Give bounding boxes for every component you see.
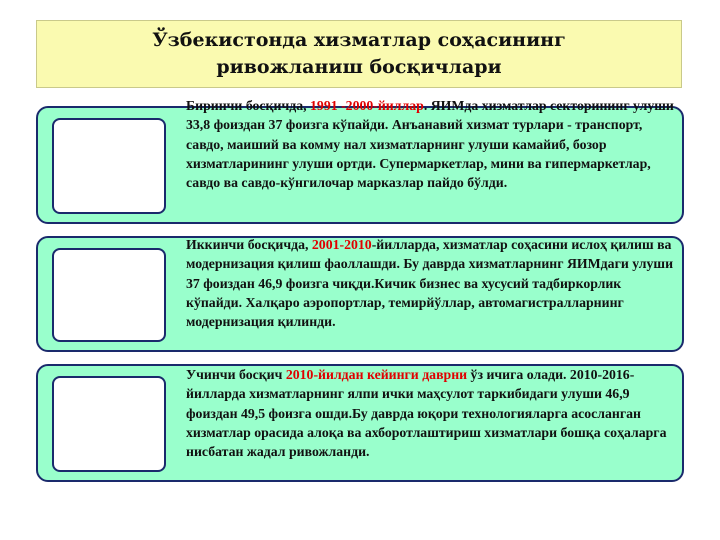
stage-2-image-placeholder [52, 248, 166, 342]
stage-1-period: 1991 -2000-йиллар [310, 98, 424, 113]
stage-3-text [186, 365, 678, 461]
stage-3-period: 2010-йилдан кейинги даврни [285, 367, 468, 382]
stage-1-text [186, 96, 678, 192]
stage-2-body: -йилларда, хизматлар соҳасини ислоҳ қилиш ва модернизация қилиш фаоллашди. Бу даврда хизматларнинг ЯИМдаги улуши 37 фоиздан 46,9 фоизга чиқди.Кичик бизнес ва хусусий тадбиркорлик кўпайди. Халқаро аэропортлар, темирйўллар, автомагистралларнинг модернизация қилинди. [186, 237, 674, 330]
stage-2-prefix: Иккинчи босқичда, [186, 237, 312, 252]
page-title: Ўзбекистонда хизматлар соҳасининг ривожланиш босқичлари [152, 29, 566, 78]
stage-3-prefix: Учинчи босқич [186, 367, 286, 382]
stage-2-period: 2001-2010 [311, 237, 372, 252]
stage-2-text [186, 235, 678, 331]
stage-1-image-placeholder [52, 118, 166, 214]
stage-1-prefix: Биринчи босқичда, [186, 98, 311, 113]
stage-3-image-placeholder [52, 376, 166, 472]
stage-3-body: ўз ичига олади. 2010-2016-йилларда хизматларнинг ялпи ички маҳсулот таркибидаги улуши 46,9 фоиздан 49,5 фоизга ошди.Бу даврда юқори технологияларга асосланган хизматлар орасида алоқа ва ахборотлаштириш хизматлари бошқа соҳаларга нисбатан жадал ривожланди. [186, 367, 667, 460]
title-banner [36, 20, 682, 88]
stage-1-body: . ЯИМда хизматлар секторининг улуши 33,8 фоиздан 37 фоизга кўпайди. Анъанавий хизмат турлари - транспорт, савдо, маиший ва комму нал хизматларнинг улуши камайиб, бозор хизматларининг улуши ортди. Супермаркетлар, мини ва гипермаркетлар, савдо ва савдо-кўнгилочар марказлар пайдо бўлди. [186, 98, 674, 191]
